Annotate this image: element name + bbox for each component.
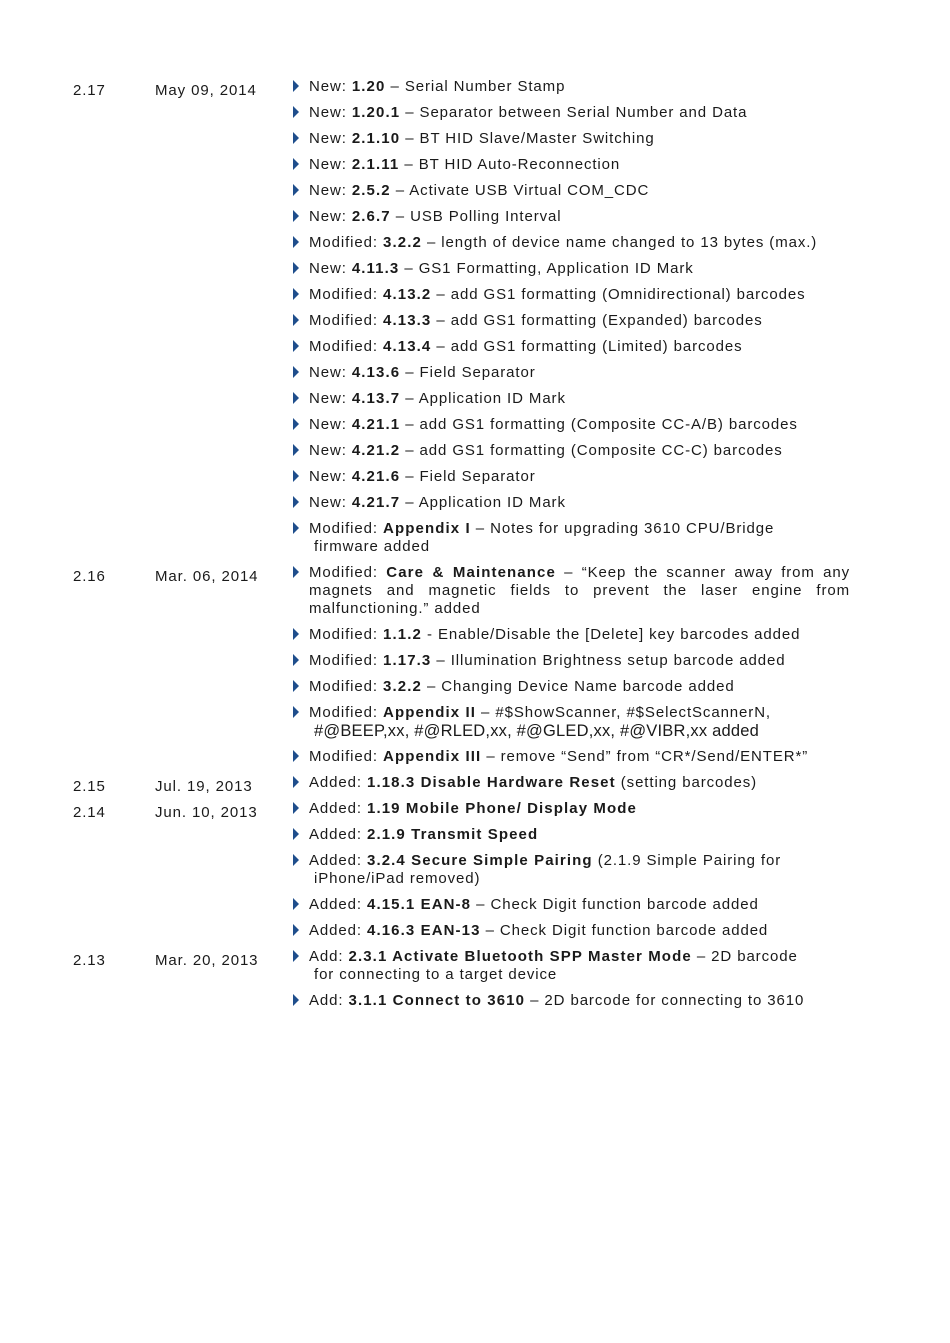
change-description-continued: #@BEEP,xx, #@RLED,xx, #@GLED,xx, #@VIBR,xx added (314, 722, 759, 740)
change-item (290, 416, 850, 434)
change-description: (2.1.9 Simple Pairing for (592, 852, 782, 869)
right-triangle-bullet-icon (293, 854, 299, 866)
change-item (290, 442, 850, 460)
change-item (290, 494, 850, 512)
right-triangle-bullet-icon (293, 80, 299, 92)
change-description: – Application ID Mark (400, 494, 566, 511)
change-item (290, 826, 850, 844)
change-reference: 4.21.2 (351, 442, 401, 459)
right-triangle-bullet-icon (293, 210, 299, 222)
right-triangle-bullet-icon (293, 132, 299, 144)
change-type: Modified: (309, 626, 384, 643)
change-item (290, 78, 850, 96)
change-item (290, 130, 850, 148)
change-description: – #$ShowScanner, #$SelectScannerN, (475, 704, 771, 721)
change-item (290, 626, 850, 644)
change-reference: 1.18.3 Disable Hardware Reset (367, 774, 616, 791)
change-reference: 1.19 Mobile Phone/ Display Mode (367, 800, 637, 817)
right-triangle-bullet-icon (293, 418, 299, 430)
change-type: New: (309, 364, 352, 381)
change-item (290, 156, 850, 174)
change-description: – add GS1 formatting (Composite CC-C) barcodes (400, 442, 783, 459)
right-triangle-bullet-icon (293, 444, 299, 456)
change-item (290, 704, 850, 740)
change-description-continued: firmware added (314, 538, 430, 555)
version-row (0, 774, 950, 800)
change-description: – length of device name changed to 13 bytes (max.) (421, 234, 818, 251)
change-reference: 1.1.2 (383, 626, 422, 643)
change-description: – Serial Number Stamp (385, 78, 566, 95)
change-description: – Check Digit function barcode added (480, 922, 769, 939)
change-list (290, 564, 850, 774)
change-description: – Application ID Mark (400, 390, 566, 407)
change-type: New: (309, 208, 352, 225)
change-reference: 2.5.2 (351, 182, 391, 199)
change-reference: 4.13.3 (383, 312, 432, 329)
change-reference: Appendix II (383, 704, 476, 721)
change-type: Modified: (309, 678, 384, 695)
change-description: – BT HID Auto-Reconnection (399, 156, 621, 173)
change-type: Added: (309, 800, 368, 817)
change-type: New: (309, 494, 352, 511)
change-reference: 2.1.11 (351, 156, 400, 173)
change-reference: 3.1.1 Connect to 3610 (348, 992, 526, 1009)
change-description-continued: for connecting to a target device (314, 966, 558, 983)
right-triangle-bullet-icon (293, 158, 299, 170)
change-item (290, 390, 850, 408)
change-list (290, 800, 850, 948)
change-reference: 2.1.10 (351, 130, 401, 147)
right-triangle-bullet-icon (293, 776, 299, 788)
change-description: – 2D barcode for connecting to 3610 (525, 992, 805, 1009)
version-date: Jul. 19, 2013 (155, 778, 253, 795)
right-triangle-bullet-icon (293, 262, 299, 274)
change-description: – add GS1 formatting (Limited) barcodes (431, 338, 743, 355)
right-triangle-bullet-icon (293, 366, 299, 378)
change-description: – add GS1 formatting (Composite CC-A/B) barcodes (400, 416, 798, 433)
change-type: Modified: (309, 234, 384, 251)
change-description: – Check Digit function barcode added (471, 896, 759, 913)
right-triangle-bullet-icon (293, 470, 299, 482)
change-description: (setting barcodes) (615, 774, 758, 791)
change-reference: 4.21.1 (351, 416, 401, 433)
version-number: 2.16 (73, 568, 106, 585)
change-type: Added: (309, 852, 368, 869)
change-reference: 2.6.7 (351, 208, 391, 225)
right-triangle-bullet-icon (293, 924, 299, 936)
right-triangle-bullet-icon (293, 706, 299, 718)
change-description: – Notes for upgrading 3610 CPU/Bridge (470, 520, 775, 537)
change-description: – “Keep the scanner away from any magnets and magnetic fields to prevent the laser engine from malfunctioning.” added (309, 564, 850, 617)
change-item (290, 312, 850, 330)
change-item (290, 922, 850, 940)
change-reference: 4.13.6 (351, 364, 401, 381)
right-triangle-bullet-icon (293, 898, 299, 910)
change-item (290, 896, 850, 914)
right-triangle-bullet-icon (293, 340, 299, 352)
revision-history (0, 78, 950, 1018)
change-reference: 3.2.4 Secure Simple Pairing (367, 852, 593, 869)
change-type: New: (309, 182, 352, 199)
right-triangle-bullet-icon (293, 392, 299, 404)
change-type: Modified: (309, 704, 384, 721)
right-triangle-bullet-icon (293, 236, 299, 248)
change-list (290, 774, 850, 800)
change-item (290, 748, 850, 766)
change-type: Added: (309, 826, 368, 843)
change-description-continued: iPhone/iPad removed) (314, 870, 481, 887)
change-type: New: (309, 416, 352, 433)
change-reference: 2.1.9 Transmit Speed (367, 826, 539, 843)
version-date: May 09, 2014 (155, 82, 257, 99)
change-type: New: (309, 442, 352, 459)
change-reference: Appendix I (383, 520, 471, 537)
version-row (0, 800, 950, 948)
change-type: New: (309, 78, 352, 95)
change-item (290, 286, 850, 304)
change-type: Add: (309, 992, 349, 1009)
change-description: – BT HID Slave/Master Switching (400, 130, 655, 147)
change-description: – Activate USB Virtual COM_CDC (390, 182, 650, 199)
right-triangle-bullet-icon (293, 106, 299, 118)
version-number: 2.17 (73, 82, 106, 99)
right-triangle-bullet-icon (293, 566, 299, 578)
right-triangle-bullet-icon (293, 680, 299, 692)
right-triangle-bullet-icon (293, 750, 299, 762)
change-item (290, 104, 850, 122)
change-description: – Field Separator (400, 468, 536, 485)
change-item (290, 774, 850, 792)
right-triangle-bullet-icon (293, 314, 299, 326)
change-type: Add: (309, 948, 349, 965)
change-reference: 4.13.7 (351, 390, 401, 407)
change-item (290, 800, 850, 818)
change-description: - Enable/Disable the [Delete] key barcodes added (421, 626, 801, 643)
change-type: Modified: (309, 312, 384, 329)
change-description: – add GS1 formatting (Expanded) barcodes (431, 312, 763, 329)
change-type: New: (309, 104, 352, 121)
version-date: Mar. 20, 2013 (155, 952, 259, 969)
change-type: New: (309, 130, 352, 147)
version-date: Mar. 06, 2014 (155, 568, 259, 585)
right-triangle-bullet-icon (293, 288, 299, 300)
change-description: – Separator between Serial Number and Data (400, 104, 748, 121)
right-triangle-bullet-icon (293, 628, 299, 640)
change-type: Modified: (309, 286, 384, 303)
change-item (290, 234, 850, 252)
change-item (290, 364, 850, 382)
version-row (0, 564, 950, 774)
change-item (290, 852, 850, 888)
change-item (290, 564, 850, 618)
change-type: New: (309, 468, 352, 485)
change-type: New: (309, 390, 352, 407)
change-reference: 4.13.2 (383, 286, 432, 303)
right-triangle-bullet-icon (293, 802, 299, 814)
right-triangle-bullet-icon (293, 654, 299, 666)
change-description: – USB Polling Interval (390, 208, 562, 225)
change-type: Added: (309, 774, 368, 791)
change-reference: 3.2.2 (383, 234, 422, 251)
change-reference: 4.13.4 (383, 338, 432, 355)
change-description: – Illumination Brightness setup barcode added (431, 652, 786, 669)
change-type: Added: (309, 896, 368, 913)
version-number: 2.13 (73, 952, 106, 969)
change-item (290, 678, 850, 696)
change-description: – 2D barcode (691, 948, 798, 965)
change-reference: 4.15.1 EAN-8 (367, 896, 472, 913)
change-type: New: (309, 260, 352, 277)
change-reference: 4.21.6 (351, 468, 401, 485)
change-reference: Care & Maintenance (386, 564, 556, 581)
change-type: Modified: (309, 338, 384, 355)
change-reference: 4.16.3 EAN-13 (367, 922, 481, 939)
change-item (290, 948, 850, 984)
change-reference: 4.21.7 (351, 494, 401, 511)
change-description: – Changing Device Name barcode added (421, 678, 735, 695)
version-date: Jun. 10, 2013 (155, 804, 258, 821)
change-reference: 3.2.2 (383, 678, 422, 695)
change-description: – GS1 Formatting, Application ID Mark (399, 260, 694, 277)
version-row (0, 78, 950, 564)
change-type: Modified: (309, 652, 384, 669)
change-reference: 2.3.1 Activate Bluetooth SPP Master Mode (348, 948, 692, 965)
version-number: 2.14 (73, 804, 106, 821)
change-description: – add GS1 formatting (Omnidirectional) barcodes (431, 286, 806, 303)
right-triangle-bullet-icon (293, 994, 299, 1006)
change-type: Modified: (309, 520, 384, 537)
change-description: – Field Separator (400, 364, 536, 381)
change-reference: 1.20 (351, 78, 386, 95)
right-triangle-bullet-icon (293, 184, 299, 196)
change-type: Modified: (309, 564, 387, 581)
right-triangle-bullet-icon (293, 828, 299, 840)
right-triangle-bullet-icon (293, 496, 299, 508)
change-list (290, 78, 850, 564)
change-type: Modified: (309, 748, 384, 765)
change-item (290, 468, 850, 486)
change-item (290, 992, 850, 1010)
change-list (290, 948, 850, 1018)
change-item (290, 338, 850, 356)
change-item (290, 652, 850, 670)
right-triangle-bullet-icon (293, 522, 299, 534)
change-item (290, 208, 850, 226)
change-item (290, 520, 850, 556)
change-item (290, 182, 850, 200)
version-row (0, 948, 950, 1018)
change-reference: 4.11.3 (351, 260, 400, 277)
change-type: Added: (309, 922, 368, 939)
change-type: New: (309, 156, 352, 173)
change-reference: Appendix III (383, 748, 482, 765)
change-item (290, 260, 850, 278)
change-reference: 1.20.1 (351, 104, 401, 121)
version-number: 2.15 (73, 778, 106, 795)
change-reference: 1.17.3 (383, 652, 432, 669)
right-triangle-bullet-icon (293, 950, 299, 962)
change-description: – remove “Send” from “CR*/Send/ENTER*” (481, 748, 809, 765)
